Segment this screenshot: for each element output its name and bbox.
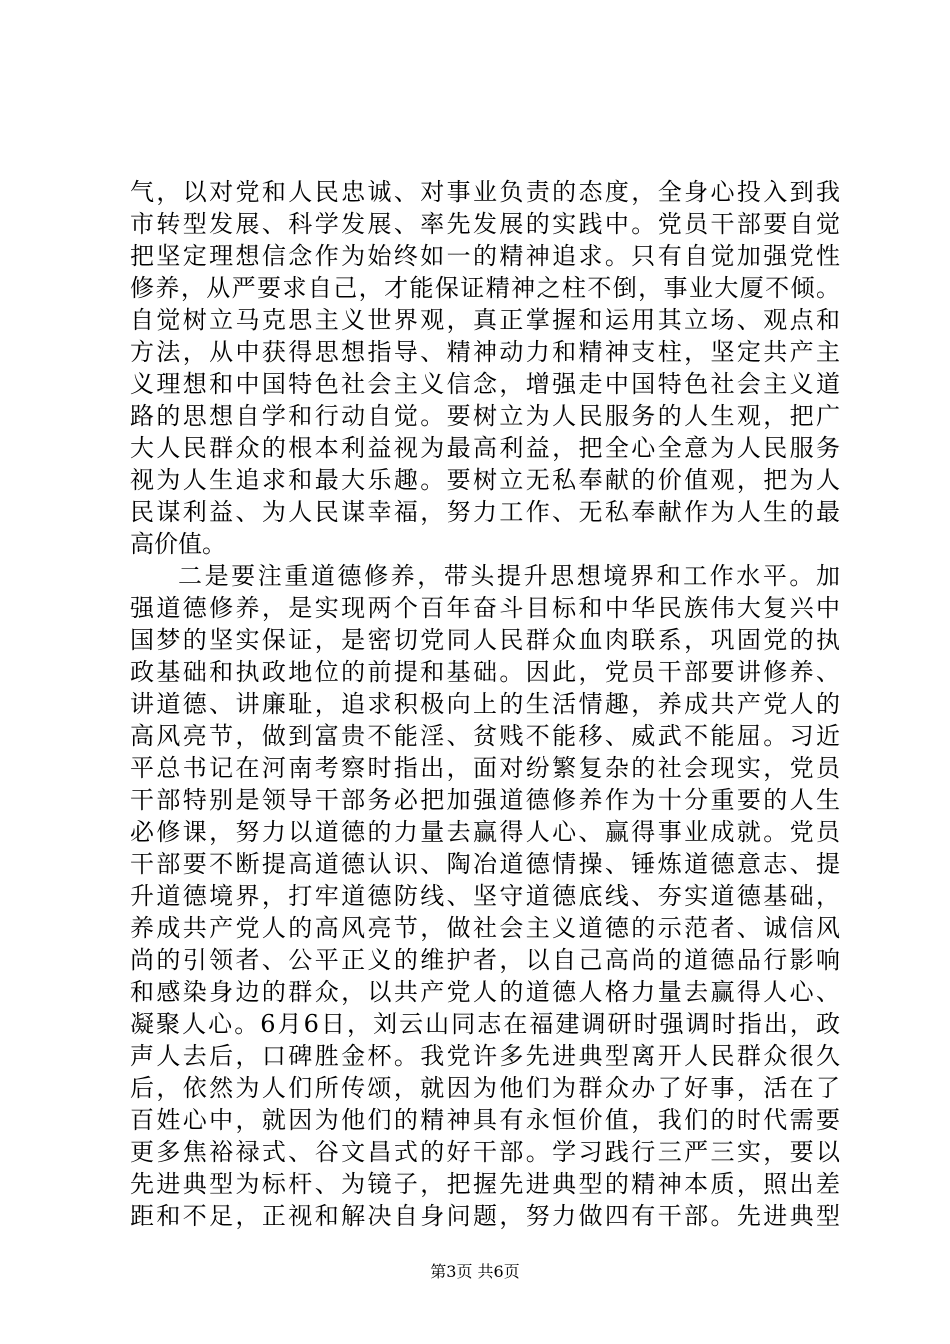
- document-body: [130, 176, 840, 1232]
- text-line: 更多焦裕禄式、谷文昌式的好干部。学习践行三严三实，要以: [130, 1138, 840, 1166]
- text-line: 国梦的坚实保证，是密切党同人民群众血肉联系，巩固党的执: [130, 626, 840, 654]
- text-line: 气，以对党和人民忠诚、对事业负责的态度，全身心投入到我: [130, 178, 840, 206]
- text-line: 大人民群众的根本利益视为最高利益，把全心全意为人民服务: [130, 434, 840, 462]
- text-line: 把坚定理想信念作为始终如一的精神追求。只有自觉加强党性: [130, 242, 840, 270]
- text-line: 方法，从中获得思想指导、精神动力和精神支柱，坚定共产主: [130, 338, 840, 366]
- page-number-footer: 第3页 共6页: [430, 1262, 520, 1281]
- text-line: 尚的引领者、公平正义的维护者，以自己高尚的道德品行影响: [130, 946, 840, 974]
- text-line: 先进典型为标杆、为镜子，把握先进典型的精神本质，照出差: [130, 1170, 840, 1198]
- text-line: 距和不足，正视和解决自身问题，努力做四有干部。先进典型: [130, 1202, 840, 1230]
- text-line: 和感染身边的群众，以共产党人的道德人格力量去赢得人心、: [130, 978, 840, 1006]
- text-line: 路的思想自学和行动自觉。要树立为人民服务的人生观，把广: [130, 402, 840, 430]
- text-line: 民谋利益、为人民谋幸福，努力工作、无私奉献作为人生的最: [130, 498, 840, 526]
- text-line: 凝聚人心。6月6日，刘云山同志在福建调研时强调时指出，政: [130, 1010, 840, 1038]
- text-line: 干部要不断提高道德认识、陶冶道德情操、锤炼道德意志、提: [130, 850, 840, 878]
- text-line: 百姓心中，就因为他们的精神具有永恒价值，我们的时代需要: [130, 1106, 840, 1134]
- text-line: 视为人生追求和最大乐趣。要树立无私奉献的价值观，把为人: [130, 466, 840, 494]
- text-line: 讲道德、讲廉耻，追求积极向上的生活情趣，养成共产党人的: [130, 690, 840, 718]
- text-line: 强道德修养，是实现两个百年奋斗目标和中华民族伟大复兴中: [130, 594, 840, 622]
- text-line: 政基础和执政地位的前提和基础。因此，党员干部要讲修养、: [130, 658, 840, 686]
- text-line: 必修课，努力以道德的力量去赢得人心、赢得事业成就。党员: [130, 818, 840, 846]
- text-line: 义理想和中国特色社会主义信念，增强走中国特色社会主义道: [130, 370, 840, 398]
- text-line: 自觉树立马克思主义世界观，真正掌握和运用其立场、观点和: [130, 306, 840, 334]
- text-line: 升道德境界，打牢道德防线、坚守道德底线、夯实道德基础，: [130, 882, 840, 910]
- text-line: 高价值。: [130, 530, 226, 558]
- text-line: 市转型发展、科学发展、率先发展的实践中。党员干部要自觉: [130, 210, 840, 238]
- text-line: 养成共产党人的高风亮节，做社会主义道德的示范者、诚信风: [130, 914, 840, 942]
- text-line: 声人去后，口碑胜金杯。我党许多先进典型离开人民群众很久: [130, 1042, 840, 1070]
- text-line: 高风亮节，做到富贵不能淫、贫贱不能移、威武不能屈。习近: [130, 722, 840, 750]
- text-line: 后，依然为人们所传颂，就因为他们为群众办了好事，活在了: [130, 1074, 840, 1102]
- text-line: 平总书记在河南考察时指出，面对纷繁复杂的社会现实，党员: [130, 754, 840, 782]
- text-line: 修养，从严要求自己，才能保证精神之柱不倒，事业大厦不倾。: [130, 274, 840, 302]
- text-line: 二是要注重道德修养，带头提升思想境界和工作水平。加: [178, 562, 840, 590]
- text-line: 干部特别是领导干部务必把加强道德修养作为十分重要的人生: [130, 786, 840, 814]
